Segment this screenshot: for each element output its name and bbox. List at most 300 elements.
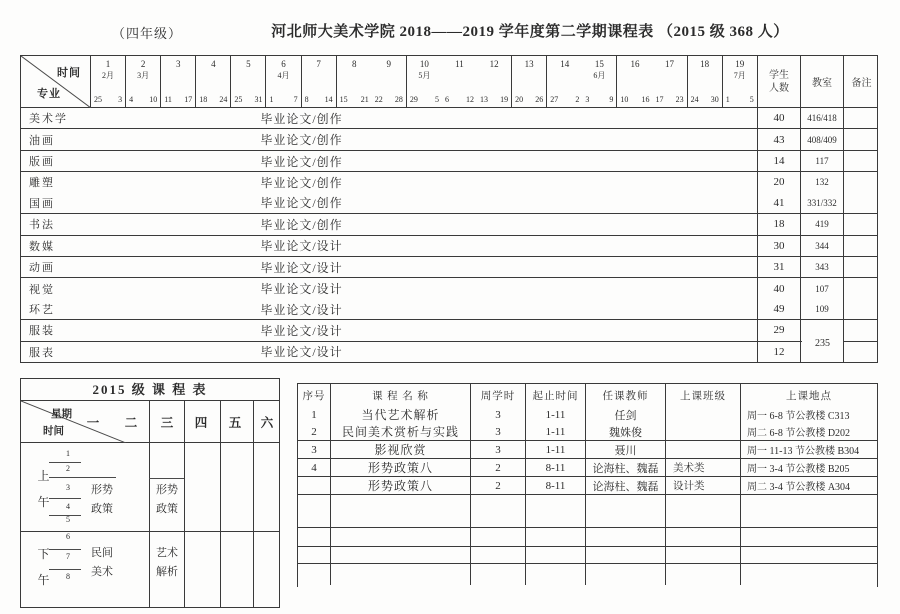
week-date-range [161,95,195,104]
week-cell [231,56,266,107]
week-start-day: 22 [374,95,383,104]
week-month-label [442,70,477,81]
classroom-number: 416/418 [801,108,844,128]
major-name: 环艺 [29,304,55,316]
schedule-rows [21,108,877,362]
semester-activity: 毕业论文/设计 [260,260,343,275]
week-month-label: 6月 [593,71,606,80]
merged-classroom-number: 235 [802,333,843,353]
course-no: 3 [298,441,331,458]
week-month-label [688,70,722,81]
period-number: 1 [66,449,70,458]
week-date-range [547,95,582,104]
weeks-span-cell [512,129,758,149]
weeks-span-cell [512,342,758,362]
week-date-range [512,95,546,104]
week-cell [302,56,337,107]
grid-vertical-line [220,401,221,607]
semester-activity: 毕业论文/创作 [260,133,343,148]
week-start-day: 10 [620,95,629,104]
course-location: 周二 6-8 节公教楼 D202 [747,428,851,439]
week-date-range [196,95,230,104]
header-week-span: 起止时间 [526,384,586,406]
students-header-line2: 人数 [769,82,789,94]
major-name: 油画 [29,134,55,147]
student-count: 49 [758,299,801,319]
course-header-row [298,384,877,406]
schedule-row [21,151,877,172]
classroom-header: 教室 [801,56,844,107]
week-cell [372,56,407,107]
classroom-number: 343 [801,257,844,277]
remark-cell [844,236,879,256]
week-month-label [617,70,652,81]
week-month-label: 2月 [102,71,115,80]
schedule-row [21,257,877,278]
week-end-day: 31 [254,95,263,104]
header-weekly-hours: 周学时 [471,384,526,406]
week-month-label [302,70,336,81]
afternoon-label: 下午 [37,547,50,587]
week-end-day: 5 [749,95,754,104]
course-location: 周一 6-8 节公教楼 C313 [747,411,850,422]
week-cell [547,56,582,107]
course-weekly-hours: 3 [471,423,526,440]
week-month-label [231,70,265,81]
schedule-row [21,342,877,362]
schedule-header-row [21,56,877,108]
header-no: 序号 [298,384,331,406]
semester-activity: 毕业论文/创作 [260,111,343,126]
day-header: 六 [260,416,274,430]
week-date-range [372,95,406,104]
week-number: 2 [140,59,146,69]
week-start-day: 18 [199,95,208,104]
weeks-span-cell [512,151,758,171]
period-number: 6 [66,532,70,541]
period-number: 7 [66,552,70,561]
week-date-range [688,95,722,104]
course-week-span: 8-11 [526,477,586,494]
week-cell [196,56,231,107]
week-date-range [407,95,442,104]
period-divider [49,515,81,516]
major-name: 书法 [29,219,55,232]
course-row [298,406,877,423]
schedule-row [21,236,877,257]
week-date-range [723,95,757,104]
week-month-label [477,70,511,81]
week-number: 15 [594,59,604,69]
week-end-day: 2 [575,95,580,104]
weeks-span-cell [512,108,758,128]
week-cell [617,56,652,107]
course-row [298,459,877,477]
weeks-span-cell [512,320,758,340]
schedule-row [21,278,877,298]
week-date-range [442,95,477,104]
major-name: 美术学 [29,113,68,126]
week-cell [653,56,688,107]
course-teacher: 论海柱、魏磊 [586,459,666,476]
morning-label: 上午 [37,469,50,509]
course-teacher: 聂川 [586,441,666,458]
grid-vertical-line [149,401,150,607]
weeks-span-cell [512,236,758,256]
week-cell [688,56,723,107]
day-header: 一 [86,416,100,430]
schedule-row [21,214,877,235]
major-name: 版画 [29,156,55,169]
week-start-day: 29 [409,95,418,104]
week-number: 10 [419,59,429,69]
remark-cell [844,172,879,192]
week-cell [407,56,442,107]
course-weekly-hours: 2 [471,477,526,494]
week-end-day: 30 [710,95,719,104]
week-month-label [512,70,546,81]
week-number: 13 [524,59,534,69]
classroom-number: 109 [801,299,844,319]
schedule-row [21,193,877,214]
week-number: 18 [700,59,710,69]
day-header: 二 [124,416,138,430]
week-cell [91,56,126,107]
grid-corner-week-label: 星期 [51,409,72,420]
remark-cell [844,257,879,277]
week-number: 7 [316,59,321,69]
remark-cell [844,214,879,234]
student-count: 18 [758,214,801,234]
week-end-day: 16 [641,95,650,104]
classroom-number: 419 [801,214,844,234]
week-month-label: 5月 [418,71,431,80]
week-end-day: 14 [324,95,333,104]
schedule-row [21,320,877,341]
week-number: 1 [105,59,111,69]
week-date-range [653,95,687,104]
course-name: 当代艺术解析 [331,406,471,423]
week-cell [442,56,477,107]
week-date-range [266,95,300,104]
week-number: 8 [351,59,357,69]
week-date-range [477,95,511,104]
week-date-range [302,95,336,104]
week-number: 17 [665,59,675,69]
week-number: 11 [455,59,464,69]
week-start-day: 13 [480,95,489,104]
major-name: 雕塑 [29,177,55,190]
corner-label-time: 时间 [57,67,81,79]
semester-activity: 毕业论文/设计 [260,302,343,317]
schedule-row [21,172,877,192]
week-end-day: 10 [149,95,158,104]
course-name: 影视欣赏 [331,441,471,458]
semester-activity: 毕业论文/设计 [260,323,343,338]
week-date-range [337,95,372,104]
student-count: 40 [758,108,801,128]
week-cell [582,56,617,107]
student-count: 30 [758,236,801,256]
week-number: 3 [175,59,181,69]
week-date-range [617,95,652,104]
week-cell [126,56,161,107]
semester-activity: 毕业论文/创作 [260,154,343,169]
student-count: 20 [758,172,801,192]
week-number: 19 [735,59,745,69]
weekly-class-grid [20,378,280,608]
course-teacher: 任剑 [586,406,666,423]
course-location: 周一 3-4 节公教楼 B205 [747,464,850,475]
week-month-label [372,70,406,81]
day-header: 三 [160,416,174,430]
week-number: 6 [281,59,286,69]
week-month-label: 7月 [733,71,746,80]
weeks-span-cell [512,299,758,319]
empty-row [298,564,877,585]
course-class-group [666,441,741,458]
classroom-number: 132 [801,172,844,192]
student-count: 14 [758,151,801,171]
major-name: 数媒 [29,240,55,253]
classroom-number: 107 [801,278,844,298]
empty-row [298,547,877,564]
week-start-day: 1 [269,95,274,104]
course-location: 周一 11-13 节公教楼 B304 [747,446,860,457]
header-location: 上课地点 [786,390,832,402]
week-cell [477,56,512,107]
week-month-label [337,70,372,81]
grid-vertical-line [253,401,254,607]
grid-entry-monday-morning: 形势政策 [91,484,113,515]
weeks-span-cell [512,193,758,213]
week-number: 4 [211,59,216,69]
period-divider [49,569,81,570]
week-end-day: 5 [434,95,439,104]
week-end-day: 23 [675,95,684,104]
week-start-day: 25 [94,95,102,104]
students-count-header [758,56,801,107]
semester-activity: 毕业论文/创作 [260,196,343,211]
student-count: 41 [758,193,801,213]
schedule-row [21,108,877,129]
course-week-span: 1-11 [526,406,586,423]
week-cell [337,56,372,107]
week-start-day: 3 [585,95,590,104]
remark-cell [844,299,879,319]
course-no [298,477,331,494]
major-name: 服表 [29,346,55,359]
week-date-range [126,95,160,104]
course-class-group: 美术类 [666,459,741,476]
empty-row [298,495,877,528]
course-teacher: 论海柱、魏磊 [586,477,666,494]
week-date-range [582,95,616,104]
course-week-span: 1-11 [526,441,586,458]
grid-corner-time-label: 时间 [43,426,64,437]
week-month-label: 3月 [137,71,150,80]
weeks-span-cell [512,172,758,192]
week-month-label [547,70,582,81]
week-end-day: 19 [500,95,509,104]
week-number: 12 [489,59,499,69]
course-weekly-hours: 3 [471,406,526,423]
day-header: 五 [228,416,242,430]
grade-label: （四年级） [112,26,183,41]
remark-cell [844,342,879,362]
week-month-label: 4月 [277,71,290,80]
classroom-number: 344 [801,236,844,256]
period-divider [49,477,116,478]
week-end-day: 7 [293,95,298,104]
remark-cell [844,151,879,171]
page-title: 河北师大美术学院 2018——2019 学年度第二学期课程表 （2015 级 368 人） [271,24,789,40]
course-week-span: 8-11 [526,459,586,476]
course-name: 民间美术赏析与实践 [331,423,471,440]
week-start-day: 4 [129,95,134,104]
header-class-group: 上课班级 [666,384,741,406]
week-cell [266,56,301,107]
course-no: 4 [298,459,331,476]
week-end-day: 28 [394,95,403,104]
period-divider [49,498,81,499]
major-name: 动画 [29,262,55,275]
course-weekly-hours: 3 [471,441,526,458]
corner-label-major: 专业 [37,88,61,100]
remark-cell [844,278,879,298]
period-number: 4 [66,502,70,511]
remark-cell [844,108,879,128]
major-name: 国画 [29,197,55,210]
semester-activity: 毕业论文/设计 [260,239,343,254]
diagonal-line [21,401,126,443]
week-number: 16 [630,59,640,69]
remark-header: 备注 [851,78,872,89]
week-cell [512,56,547,107]
weeks-span-cell [512,257,758,277]
classroom-number: 408/409 [801,129,844,149]
grid-entry-wednesday-afternoon: 艺术解析 [156,547,178,578]
course-row [298,441,877,459]
student-count: 31 [758,257,801,277]
classroom-number: 331/332 [801,193,844,213]
week-month-label [196,70,230,81]
remark-cell [844,320,879,340]
course-no: 1 [298,406,331,423]
cell-top-border [149,478,184,479]
header-teacher: 任课教师 [586,384,666,406]
period-number: 5 [66,515,70,524]
week-cell [161,56,196,107]
week-start-day: 24 [690,95,699,104]
week-start-day: 27 [550,95,559,104]
week-end-day: 9 [609,95,614,104]
classroom-number: 117 [801,151,844,171]
week-start-day: 20 [515,95,524,104]
week-cell [723,56,758,107]
weeks-span-cell [512,278,758,298]
semester-schedule-table [20,55,878,363]
day-header: 四 [194,416,208,430]
course-class-group: 设计类 [666,477,741,494]
student-count: 12 [758,342,801,362]
period-number: 8 [66,572,70,581]
period-divider [49,549,81,550]
week-end-day: 24 [219,95,228,104]
week-end-day: 17 [184,95,193,104]
empty-row [298,528,877,547]
course-class-group [666,423,741,440]
week-date-range [91,95,125,104]
morning-afternoon-divider [21,531,279,532]
course-row [298,423,877,441]
week-end-day: 12 [466,95,475,104]
week-number: 5 [246,59,251,69]
course-class-group [666,406,741,423]
course-list-table [297,383,878,587]
week-start-day: 6 [444,95,449,104]
header-course-name: 课 程 名 称 [331,384,471,406]
schedule-corner-cell [21,56,91,107]
grid-entry-wednesday-morning: 形势政策 [156,484,178,515]
week-end-day: 21 [360,95,369,104]
course-week-span: 1-11 [526,423,586,440]
course-no: 2 [298,423,331,440]
major-name: 服装 [29,325,55,338]
student-count: 29 [758,320,801,340]
week-start-day: 17 [655,95,664,104]
remark-cell [844,129,879,149]
semester-activity: 毕业论文/创作 [260,217,343,232]
week-month-label [653,70,687,81]
week-end-day: 26 [535,95,544,104]
remark-cell [844,193,879,213]
week-end-day: 3 [118,95,123,104]
period-number: 2 [66,464,70,473]
course-name: 形势政策八 [331,459,471,476]
grid-title: 2015 级 课 程 表 [21,379,279,401]
week-start-day: 11 [164,95,172,104]
weeks-span-cell [512,214,758,234]
semester-activity: 毕业论文/设计 [260,345,343,360]
semester-activity: 毕业论文/创作 [260,175,343,190]
schedule-row [21,129,877,150]
week-start-day: 25 [234,95,243,104]
course-teacher: 魏姝俊 [586,423,666,440]
grid-entry-monday-afternoon: 民间美术 [91,547,113,578]
course-location: 周二 3-4 节公教楼 A304 [747,482,851,493]
schedule-row [21,299,877,320]
course-name: 形势政策八 [331,477,471,494]
students-header-line1: 学生 [769,69,789,81]
week-columns [91,56,758,107]
week-number: 14 [560,59,570,69]
course-weekly-hours: 2 [471,459,526,476]
week-start-day: 1 [725,95,730,104]
week-number: 9 [386,59,392,69]
grid-vertical-line [184,401,185,607]
week-date-range [231,95,265,104]
week-month-label [161,70,195,81]
student-count: 40 [758,278,801,298]
period-divider [49,462,81,463]
semester-activity: 毕业论文/设计 [260,282,343,297]
week-start-day: 8 [304,95,309,104]
period-number: 3 [66,483,70,492]
major-name: 视觉 [29,283,55,296]
student-count: 43 [758,129,801,149]
week-start-day: 15 [339,95,348,104]
